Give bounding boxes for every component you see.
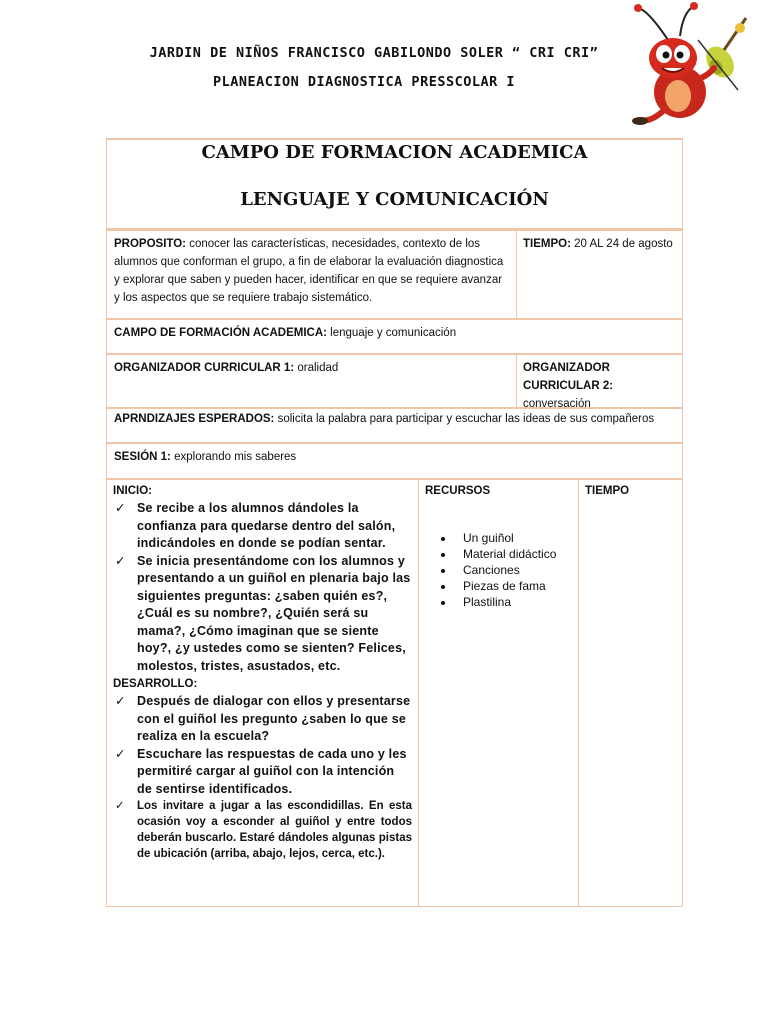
checkmark-icon: ✓ bbox=[115, 553, 126, 568]
checkmark-icon: ✓ bbox=[115, 800, 125, 812]
proposito-label: PROPOSITO: bbox=[114, 238, 186, 250]
desarrollo-list bbox=[113, 693, 412, 862]
checkmark-icon: ✓ bbox=[115, 746, 126, 761]
organizador1-cell bbox=[107, 355, 516, 381]
recurso-item: • Canciones bbox=[455, 562, 571, 578]
organizador2-label: ORGANIZADOR CURRICULAR 2: bbox=[523, 362, 614, 392]
sesion-text: explorando mis saberes bbox=[174, 451, 297, 463]
campo-label: CAMPO DE FORMACIÓN ACADEMICA: bbox=[114, 327, 327, 339]
organizador1-text: oralidad bbox=[297, 362, 339, 374]
organizador1-label: ORGANIZADOR CURRICULAR 1: bbox=[114, 362, 295, 374]
desarrollo-item bbox=[113, 746, 412, 799]
desarrollo-item-text: Escuchare las respuestas de cada uno y les permitiré cargar al guiñol con la intención de sentirse identificados. bbox=[137, 746, 407, 796]
checkmark-icon: ✓ bbox=[115, 501, 126, 515]
inicio-label: INICIO: bbox=[113, 485, 152, 497]
campo-row bbox=[106, 318, 683, 354]
tiempo-col-cell bbox=[578, 480, 682, 502]
recurso-item: • Un guiñol bbox=[455, 530, 571, 546]
inicio-item bbox=[113, 553, 412, 676]
desarrollo-item-text: Después de dialogar con ellos y presentarse con el guiñol les pregunto ¿saben lo que se realiza en la escuela? bbox=[137, 694, 411, 743]
campo-text: lenguaje y comunicación bbox=[330, 327, 457, 339]
organizador2-text: conversación bbox=[523, 398, 591, 410]
inicio-list bbox=[113, 500, 412, 675]
campo-title: CAMPO DE FORMACION ACADEMICA bbox=[201, 142, 588, 163]
aprendizajes-text: solicita la palabra para participar y escuchar las ideas de sus compañeros bbox=[277, 413, 655, 425]
recursos-list bbox=[425, 530, 571, 610]
desarrollo-item bbox=[113, 798, 412, 862]
desarrollo-item-text: Los invitare a jugar a las escondidillas. En esta ocasión voy a esconder al guiñol y entre todos deberán buscarlo. Estaré dándoles algunas pistas de ubicación (arriba, abajo, lejos, cerca, etc.). bbox=[137, 800, 412, 860]
recursos-cell bbox=[418, 480, 578, 612]
title-box bbox=[106, 138, 683, 229]
sesion-row bbox=[106, 442, 683, 479]
tiempo-cell bbox=[516, 231, 682, 257]
inicio-item-text: Se inicia presentándome con los alumnos y presentando a un guiñol en plenaria bajo las siguientes preguntas: ¿saben quién es?, ¿Cuál es su nombre?, ¿Quién será su mama?, ¿Cómo imaginan que se siente hoy?, ¿y ustedes como se sienten? Felices, molestos, tristes, asustados, etc. bbox=[137, 553, 411, 673]
tiempo-text: 20 AL 24 de agosto bbox=[574, 238, 673, 250]
tiempo-label: TIEMPO: bbox=[523, 238, 571, 250]
proposito-row bbox=[106, 229, 683, 319]
sesion-label: SESIÓN 1: bbox=[114, 451, 171, 463]
aprendizajes-label: APRNDIZAJES ESPERADOS: bbox=[114, 413, 275, 425]
recursos-label: RECURSOS bbox=[425, 485, 491, 497]
tiempo-col-label: TIEMPO bbox=[585, 485, 630, 497]
recurso-item: • Material didáctico bbox=[455, 546, 571, 562]
recurso-item: • Plastilina bbox=[455, 594, 571, 610]
proposito-cell bbox=[107, 231, 516, 311]
inicio-item bbox=[113, 500, 412, 553]
lenguaje-title: LENGUAJE Y COMUNICACIÓN bbox=[240, 189, 549, 210]
actividades-cell bbox=[107, 480, 418, 864]
desarrollo-label: DESARROLLO: bbox=[113, 678, 198, 690]
desarrollo-item bbox=[113, 693, 412, 746]
cricket-mascot-icon bbox=[628, 0, 760, 126]
proposito-text: conocer las características, necesidades, contexto de los alumnos que conforman el grupo, a fin de elaborar la evaluación diagnostica y explorar que saben y pueden hacer, identificar en que se requiere avanzar y los aspectos que se requiere trabajo sistemático. bbox=[114, 238, 504, 304]
recurso-item: • Piezas de fama bbox=[455, 578, 571, 594]
checkmark-icon: ✓ bbox=[115, 694, 126, 708]
school-name: JARDIN DE NIÑOS FRANCISCO GABILONDO SOLER “ CRI CRI” bbox=[149, 45, 599, 61]
plan-table bbox=[106, 478, 683, 907]
document-subtitle: PLANEACION DIAGNOSTICA PRESSCOLAR I bbox=[213, 74, 515, 90]
organizador-row bbox=[106, 353, 683, 408]
inicio-item-text: Se recibe a los alumnos dándoles la confianza para quedarse dentro del salón, indicándoles en donde se podían sentar. bbox=[137, 501, 396, 550]
aprendizajes-row bbox=[106, 407, 683, 443]
